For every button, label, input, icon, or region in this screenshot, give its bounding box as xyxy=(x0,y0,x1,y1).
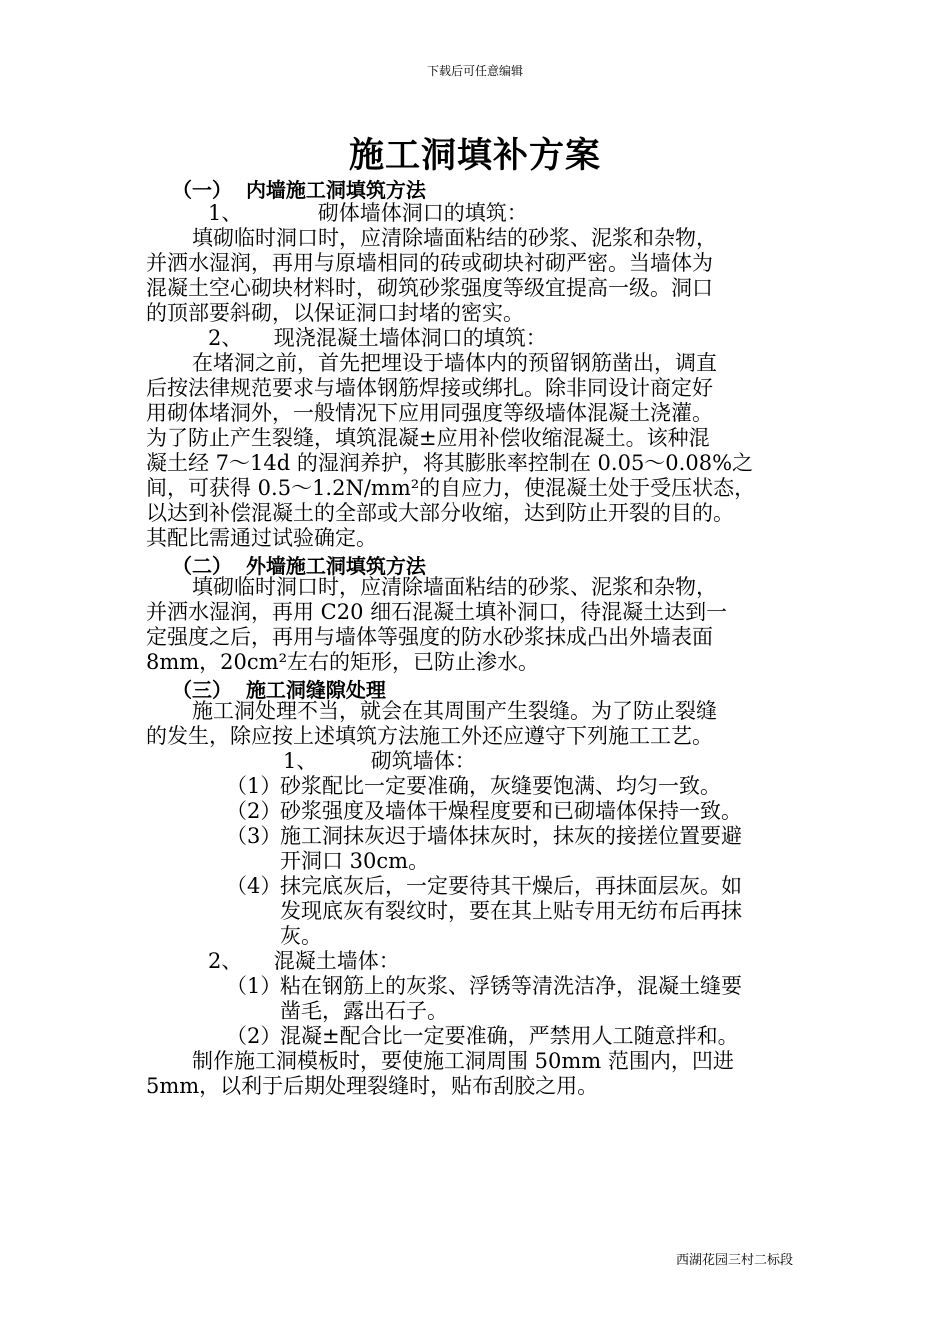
list-item xyxy=(226,874,742,899)
list-item-number: （2） xyxy=(226,799,282,823)
paragraph-line: 其配比需通过试验确定。 xyxy=(146,526,377,550)
section-3-sub-1 xyxy=(283,749,476,774)
section-3-title: 施工洞缝隙处理 xyxy=(245,678,386,702)
sub-2-title: 混凝土墙体： xyxy=(273,949,400,973)
paragraph-line: 定强度之后，再用与墙体等强度的防水砂浆抹成凸出外墙表面 xyxy=(146,625,713,649)
list-item-number: （2） xyxy=(226,1024,282,1048)
list-item-number: （1） xyxy=(226,774,282,798)
section-1-heading xyxy=(172,174,426,203)
paragraph-line: 制作施工洞模板时，要使施工洞周围 50mm 范围内，凹进 xyxy=(192,1049,734,1073)
list-item-text: 砂浆配比一定要准确，灰缝要饱满、均匀一致。 xyxy=(280,774,721,798)
sub-1-title: 砌体墙体洞口的填筑： xyxy=(317,201,528,225)
list-item xyxy=(226,1024,739,1049)
paragraph-line: 的顶部要斜砌，以保证洞口封堵的密实。 xyxy=(146,301,524,325)
paragraph-line: 间，可获得 0.5～1.2N/mm²的自应力，使混凝土处于受压状态， xyxy=(146,476,756,500)
paragraph-line: 后按法律规范要求与墙体钢筋焊接或绑扎。除非同设计商定好 xyxy=(146,376,713,400)
section-1-number: （一） xyxy=(172,178,232,202)
paragraph-line: 并洒水湿润，再用与原墙相同的砖或砌块衬砌严密。当墙体为 xyxy=(146,251,713,275)
paragraph-line: 并洒水湿润，再用 C20 细石混凝土填补洞口，待混凝土达到一 xyxy=(146,600,728,624)
list-item-text: 粘在钢筋上的灰浆、浮锈等清洗洁净，混凝土缝要 xyxy=(280,974,742,998)
footer-note: 西湖花园三村二标段 xyxy=(676,1253,794,1268)
list-item-continuation: 凿毛，露出石子。 xyxy=(280,999,448,1023)
list-item xyxy=(226,824,742,849)
section-3-number: （三） xyxy=(172,678,232,702)
paragraph-line: 用砌体堵洞外，一般情况下应用同强度等级墙体混凝土浇灌。 xyxy=(146,401,713,425)
paragraph-line: 在堵洞之前，首先把埋设于墙体内的预留钢筋凿出，调直 xyxy=(192,351,717,375)
list-item-continuation: 灰。 xyxy=(280,924,322,948)
section-1-sub-1 xyxy=(208,201,528,226)
sub-1-number: 1、 xyxy=(208,201,243,225)
paragraph-line: 凝土经 7～14d 的湿润养护，将其膨胀率控制在 0.05～0.08%之 xyxy=(146,451,754,475)
list-item xyxy=(226,774,721,799)
list-item-text: 砂浆强度及墙体干燥程度要和已砌墙体保持一致。 xyxy=(280,799,742,823)
list-item xyxy=(226,974,742,999)
section-3-sub-2 xyxy=(208,949,400,974)
list-item-text: 混凝±配合比一定要准确，严禁用人工随意拌和。 xyxy=(280,1024,739,1048)
sub-2-number: 2、 xyxy=(208,949,243,973)
sub-1-title: 砌筑墙体： xyxy=(370,749,476,773)
paragraph-line: 5mm，以利于后期处理裂缝时，贴布刮胶之用。 xyxy=(146,1074,599,1098)
section-1-title: 内墙施工洞填筑方法 xyxy=(245,178,426,202)
sub-1-number: 1、 xyxy=(283,749,318,773)
list-item-text: 施工洞抹灰迟于墙体抹灰时，抹灰的接搓位置要避 xyxy=(280,824,742,848)
list-item-number: （1） xyxy=(226,974,282,998)
paragraph-line: 填砌临时洞口时，应清除墙面粘结的砂浆、泥浆和杂物， xyxy=(192,575,717,599)
list-item-text: 抹完底灰后，一定要待其干燥后，再抹面层灰。如 xyxy=(280,874,742,898)
paragraph-line: 填砌临时洞口时，应清除墙面粘结的砂浆、泥浆和杂物， xyxy=(192,226,717,250)
paragraph-line: 以达到补偿混凝土的全部或大部分收缩，达到防止开裂的目的。 xyxy=(146,501,734,525)
section-1-sub-2 xyxy=(208,326,547,351)
list-item-number: （3） xyxy=(226,824,282,848)
paragraph-line: 施工洞处理不当，就会在其周围产生裂缝。为了防止裂缝 xyxy=(192,699,717,723)
sub-2-number: 2、 xyxy=(208,326,243,350)
paragraph-line: 的发生，除应按上述填筑方法施工外还应遵守下列施工工艺。 xyxy=(146,724,713,748)
list-item-number: （4） xyxy=(226,874,282,898)
section-2-title: 外墙施工洞填筑方法 xyxy=(245,554,426,578)
list-item-continuation: 发现底灰有裂纹时，要在其上贴专用无纺布后再抹 xyxy=(280,899,742,923)
header-note: 下载后可任意编辑 xyxy=(426,64,523,78)
paragraph-line: 为了防止产生裂缝，填筑混凝±应用补偿收缩混凝土。该种混 xyxy=(146,426,710,450)
paragraph-line: 8mm，20cm²左右的矩形，已防止渗水。 xyxy=(146,650,540,674)
document-title: 施工洞填补方案 xyxy=(348,136,601,176)
list-item xyxy=(226,799,742,824)
sub-2-title: 现浇混凝土墙体洞口的填筑： xyxy=(273,326,547,350)
list-item-continuation: 开洞口 30cm。 xyxy=(280,849,430,873)
paragraph-line: 混凝土空心砌块材料时，砌筑砂浆强度等级宜提高一级。洞口 xyxy=(146,276,713,300)
section-2-number: （二） xyxy=(172,554,232,578)
